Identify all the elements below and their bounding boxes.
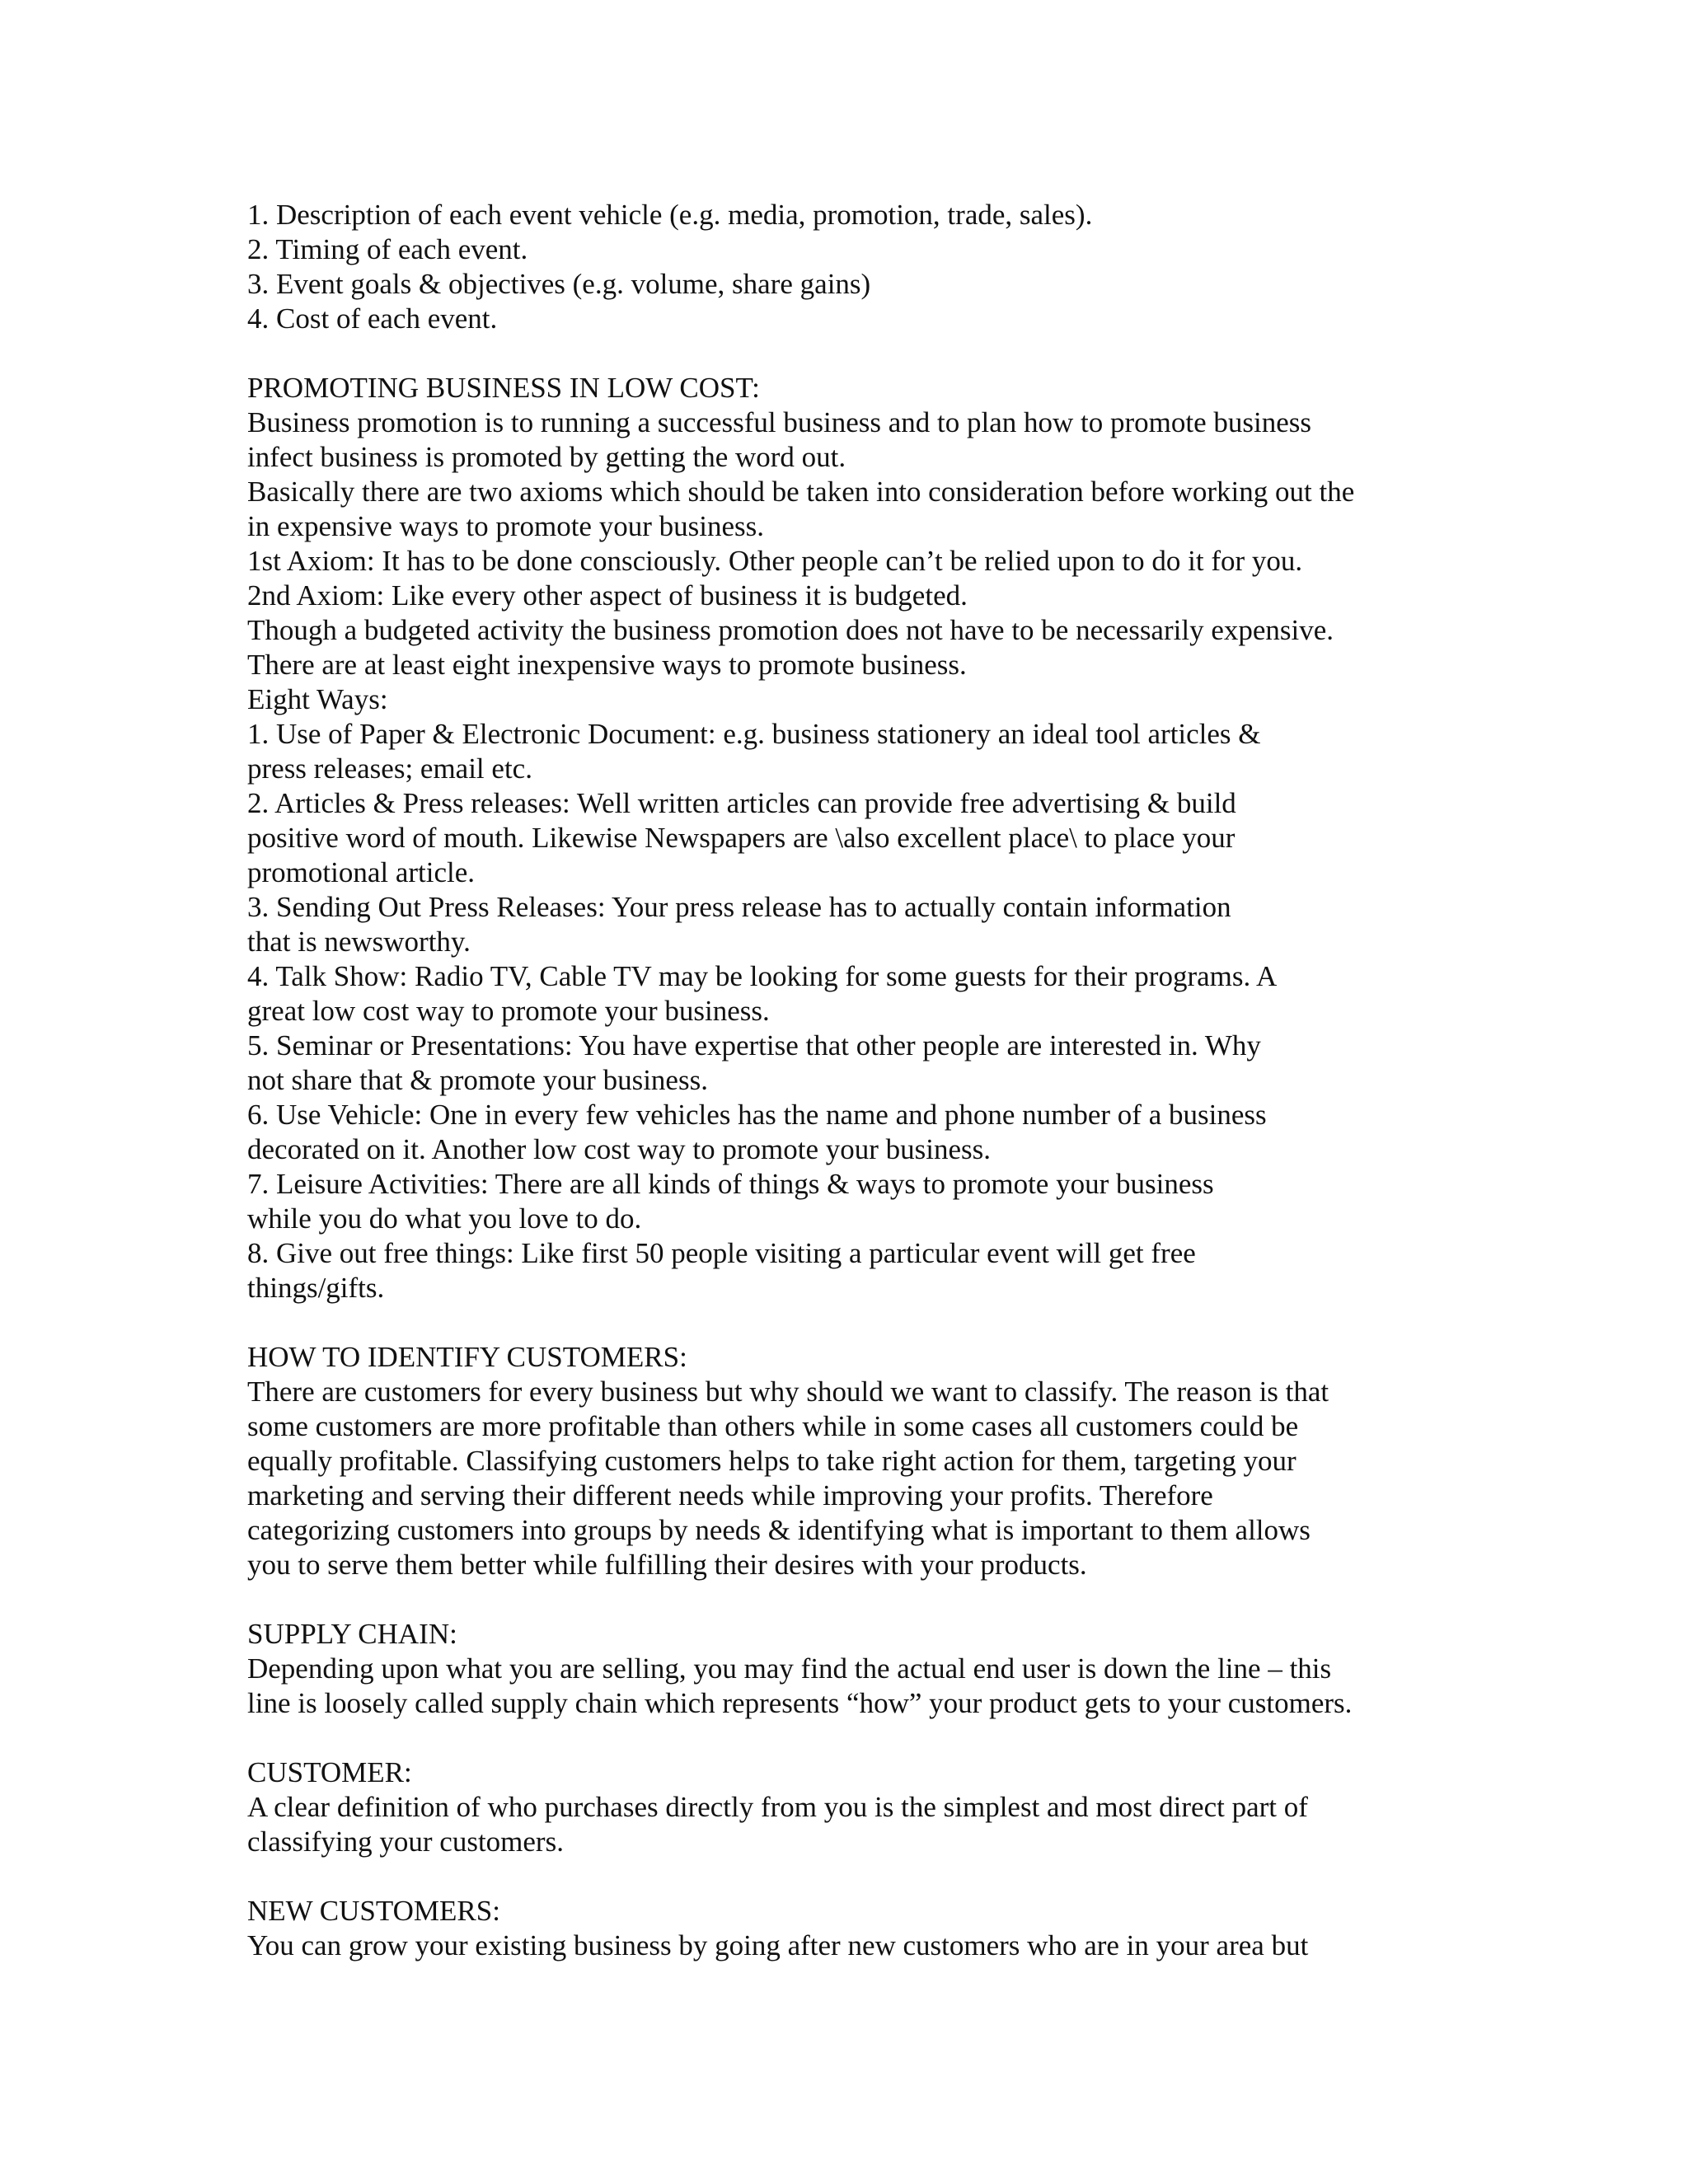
- paragraph-line: you to serve them better while fulfilling their desires with your products.: [247, 1549, 1087, 1581]
- section-heading: CUSTOMER:: [247, 1756, 412, 1788]
- section-supply-chain: [247, 1617, 1459, 1721]
- section-new-customers: [247, 1894, 1459, 1963]
- paragraph-line: 8. Give out free things: Like first 50 people visiting a particular event will get free: [247, 1237, 1196, 1269]
- paragraph-line: Though a budgeted activity the business promotion does not have to be necessarily expensive.: [247, 614, 1334, 646]
- paragraph-line: great low cost way to promote your business.: [247, 995, 770, 1027]
- paragraph-line: in expensive ways to promote your business.: [247, 510, 764, 542]
- section-spacer: [247, 1721, 1459, 1755]
- paragraph-line: Basically there are two axioms which should be taken into consideration before working out the: [247, 476, 1355, 508]
- section-spacer: [247, 1859, 1459, 1894]
- paragraph-line: 7. Leisure Activities: There are all kinds of things & ways to promote your business: [247, 1168, 1214, 1200]
- paragraph-line: 1st Axiom: It has to be done consciously. Other people can’t be relied upon to do it for you.: [247, 545, 1303, 577]
- section-spacer: [247, 1305, 1459, 1340]
- list-item: 2. Timing of each event.: [247, 233, 528, 265]
- section-heading: PROMOTING BUSINESS IN LOW COST:: [247, 372, 760, 404]
- paragraph-line: A clear definition of who purchases directly from you is the simplest and most direct part of: [247, 1791, 1308, 1823]
- paragraph-line: 1. Use of Paper & Electronic Document: e.g. business stationery an ideal tool articles &: [247, 718, 1261, 750]
- paragraph-line: 3. Sending Out Press Releases: Your press release has to actually contain information: [247, 891, 1231, 923]
- section-heading: HOW TO IDENTIFY CUSTOMERS:: [247, 1341, 687, 1373]
- paragraph-line: marketing and serving their different needs while improving your profits. Therefore: [247, 1479, 1213, 1511]
- section-identify-customers: [247, 1340, 1459, 1582]
- document-body: [247, 198, 1459, 1963]
- paragraph-line: press releases; email etc.: [247, 752, 532, 785]
- paragraph-line: things/gifts.: [247, 1272, 385, 1304]
- section-promoting: [247, 371, 1459, 1305]
- paragraph-line: line is loosely called supply chain which represents “how” your product gets to your customers.: [247, 1687, 1353, 1719]
- paragraph-line: some customers are more profitable than others while in some cases all customers could be: [247, 1410, 1299, 1442]
- paragraph-line: 5. Seminar or Presentations: You have expertise that other people are interested in. Why: [247, 1029, 1261, 1062]
- list-item: 1. Description of each event vehicle (e.g. media, promotion, trade, sales).: [247, 199, 1093, 231]
- paragraph-line: Depending upon what you are selling, you may find the actual end user is down the line – this: [247, 1652, 1332, 1685]
- paragraph-line: that is newsworthy.: [247, 926, 471, 958]
- paragraph-line: equally profitable. Classifying customers helps to take right action for them, targeting your: [247, 1445, 1296, 1477]
- paragraph-line: There are customers for every business but why should we want to classify. The reason is that: [247, 1376, 1329, 1408]
- section-heading: NEW CUSTOMERS:: [247, 1895, 500, 1927]
- paragraph-line: categorizing customers into groups by needs & identifying what is important to them allows: [247, 1514, 1311, 1546]
- paragraph-line: You can grow your existing business by going after new customers who are in your area but: [247, 1929, 1309, 1961]
- paragraph-line: infect business is promoted by getting the word out.: [247, 441, 846, 473]
- paragraph-line: 2. Articles & Press releases: Well written articles can provide free advertising & build: [247, 787, 1236, 819]
- paragraph-line: not share that & promote your business.: [247, 1064, 708, 1096]
- paragraph-line: promotional article.: [247, 856, 476, 888]
- paragraph-line: 2nd Axiom: Like every other aspect of business it is budgeted.: [247, 579, 968, 612]
- paragraph-line: 6. Use Vehicle: One in every few vehicles has the name and phone number of a business: [247, 1099, 1267, 1131]
- paragraph-line: positive word of mouth. Likewise Newspapers are \also excellent place\ to place your: [247, 822, 1236, 854]
- section-customer: [247, 1755, 1459, 1859]
- paragraph-line: classifying your customers.: [247, 1825, 564, 1858]
- list-item: 3. Event goals & objectives (e.g. volume, share gains): [247, 268, 871, 300]
- event-list: [247, 198, 1459, 336]
- list-item: 4. Cost of each event.: [247, 302, 498, 335]
- paragraph-line: decorated on it. Another low cost way to promote your business.: [247, 1133, 992, 1165]
- paragraph-line: while you do what you love to do.: [247, 1202, 642, 1235]
- paragraph-line: There are at least eight inexpensive ways to promote business.: [247, 649, 967, 681]
- section-spacer: [247, 336, 1459, 371]
- section-heading: SUPPLY CHAIN:: [247, 1618, 457, 1650]
- paragraph-line: Business promotion is to running a successful business and to plan how to promote business: [247, 406, 1312, 438]
- section-spacer: [247, 1582, 1459, 1617]
- paragraph-line: Eight Ways:: [247, 683, 388, 715]
- paragraph-line: 4. Talk Show: Radio TV, Cable TV may be looking for some guests for their programs. A: [247, 960, 1278, 992]
